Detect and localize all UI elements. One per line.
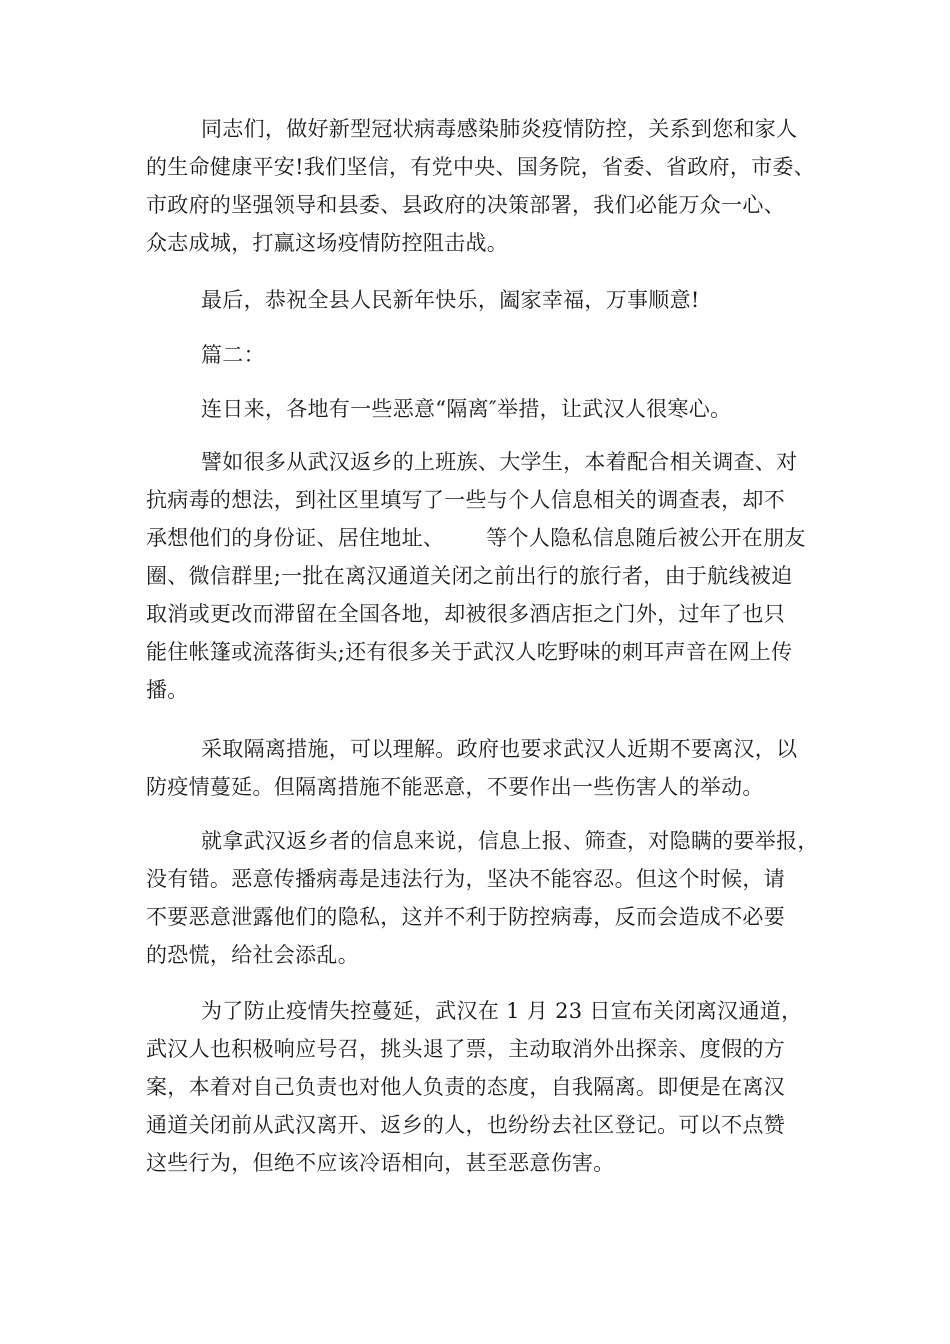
text-fragment: 等个人隐私信息随后被公开在朋友 [486,526,806,550]
text-line: 的生命健康平安!我们坚信，有党中央、国务院，省委、省政府，市委、 [146,155,816,179]
text-line: 最后，恭祝全县人民新年快乐，阖家幸福，万事顺意! [201,288,700,312]
text-line: 篇二： [201,343,265,367]
text-line: 圈、微信群里;一批在离汉通道关闭之前出行的旅行者，由于航线被迫 [146,564,793,588]
text-line: 的恐慌，给社会添乱。 [146,943,359,967]
text-line: 不要恶意泄露他们的隐私，这并不利于防控病毒，反而会造成不必要 [146,905,785,929]
paragraph-4 [146,443,826,709]
section-heading [146,336,826,374]
text-line: 通道关闭前从武汉离开、返乡的人，也纷纷去社区登记。可以不点赞 [146,1113,785,1137]
text-line [146,519,826,557]
text-line: 没有错。恶意传播病毒是违法行为，坚决不能容忍。但这个时候，请 [146,867,785,891]
text-line: 播。 [146,678,189,702]
text-line: 武汉人也积极响应号召，挑头退了票，主动取消外出探亲、度假的方 [146,1037,785,1061]
text-line: 就拿武汉返乡者的信息来说，信息上报、筛查，对隐瞒的要举报， [201,829,819,853]
text-line: 抗病毒的想法，到社区里填写了一些与个人信息相关的调查表，却不 [146,488,785,512]
paragraph-5 [146,730,826,806]
text-line: 众志成城，打赢这场疫情防控阻击战。 [146,231,509,255]
text-line: 同志们，做好新型冠状病毒感染肺炎疫情防控，关系到您和家人 [201,117,798,141]
text-line: 案，本着对自己负责也对他人负责的态度，自我隔离。即便是在离汉 [146,1075,785,1099]
text-fragment: 承想他们的身份证、居住地址、 [146,526,445,550]
text-line: 防疫情蔓延。但隔离措施不能恶意，不要作出一些伤害人的举动。 [146,775,764,799]
paragraph-1 [146,110,826,262]
text-line: 市政府的坚强领导和县委、县政府的决策部署，我们必能万众一心、 [146,193,785,217]
text-line: 能住帐篷或流落街头;还有很多关于武汉人吃野味的刺耳声音在网上传 [146,640,793,664]
paragraph-6 [146,822,826,974]
paragraph-3 [146,390,826,428]
text-line: 取消或更改而滞留在全国各地，却被很多酒店拒之门外，过年了也只 [146,602,785,626]
text-line: 这些行为，但绝不应该冷语相向，甚至恶意伤害。 [146,1151,615,1175]
text-line: 连日来，各地有一些恶意“隔离″举措，让武汉人很寒心。 [201,397,732,421]
paragraph-2 [146,281,826,319]
text-line: 譬如很多从武汉返乡的上班族、大学生，本着配合相关调查、对 [201,450,798,474]
text-line: 采取隔离措施，可以理解。政府也要求武汉人近期不要离汉，以 [201,737,798,761]
paragraph-7 [146,992,826,1182]
text-line: 为了防止疫情失控蔓延，武汉在 1 月 23 日宣布关闭离汉通道， [201,999,803,1023]
